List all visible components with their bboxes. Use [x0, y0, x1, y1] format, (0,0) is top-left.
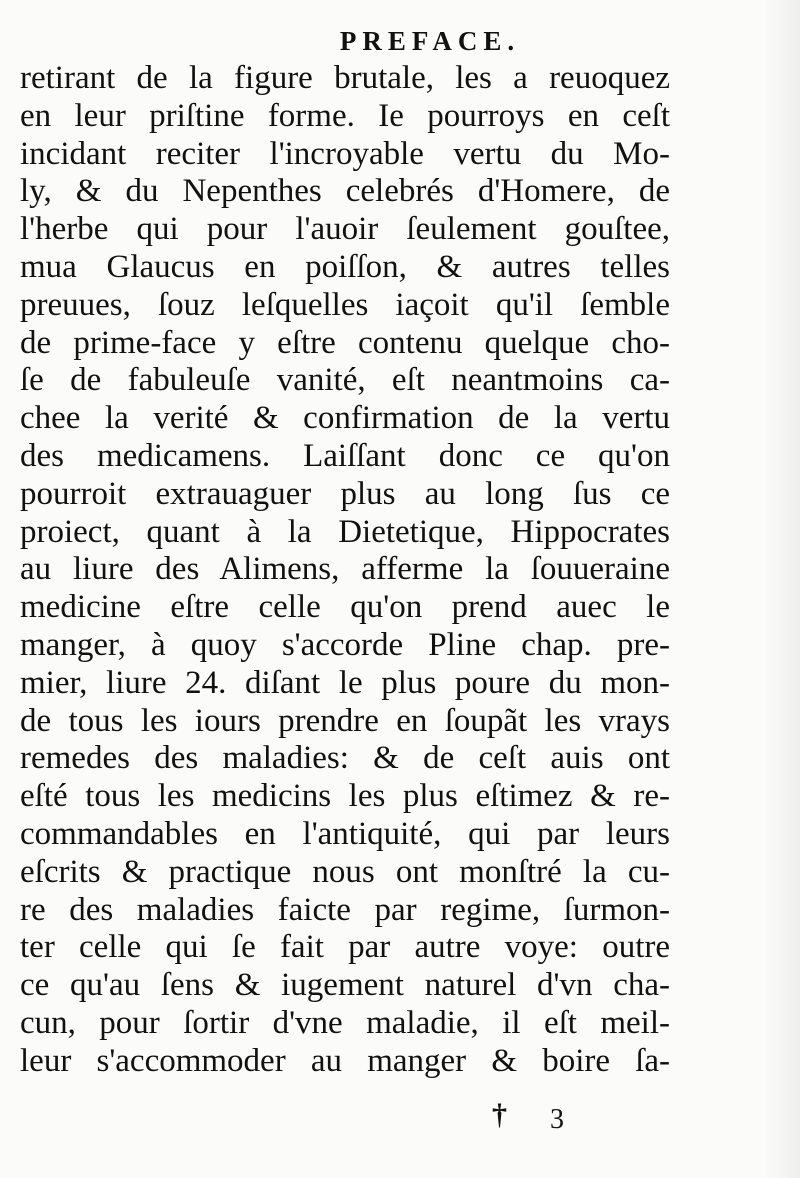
- text-line: ce qu'au ſens & iugement naturel d'vn cha-: [20, 967, 670, 1004]
- text-line: remedes des maladies: & de ceſt auis ont: [20, 740, 670, 777]
- text-line: ter celle qui ſe fait par autre voye: outre: [20, 929, 670, 966]
- text-line: re des maladies faicte par regime, ſurmon-: [20, 891, 670, 928]
- text-line: de prime-face y eſtre contenu quelque cho-: [20, 324, 670, 361]
- text-line: mier, liure 24. diſant le plus poure du mon-: [20, 664, 670, 701]
- text-line: manger, à quoy s'accorde Pline chap. pre-: [20, 626, 670, 663]
- text-line: pourroit extrauaguer plus au long ſus ce: [20, 475, 670, 512]
- page-gutter-shadow: [764, 0, 800, 1178]
- text-line: eſté tous les medicins les plus eſtimez & re-: [20, 778, 670, 815]
- text-line: ly, & du Nepenthes celebrés d'Homere, de: [20, 173, 670, 210]
- text-line: des medicamens. Laiſſant donc ce qu'on: [20, 437, 670, 474]
- text-line: commandables en l'antiquité, qui par leurs: [20, 815, 670, 852]
- text-line: proiect, quant à la Dietetique, Hippocrates: [20, 513, 670, 550]
- text-line: eſcrits & practique nous ont monſtré la cu-: [20, 853, 670, 890]
- folio-number: 3: [550, 1104, 564, 1135]
- text-line: medicine eſtre celle qu'on prend auec le: [20, 589, 670, 626]
- text-line: preuues, ſouz leſquelles iaçoit qu'il ſemble: [20, 286, 670, 323]
- signature-mark: †: [492, 1098, 507, 1131]
- body-text: [20, 60, 670, 1081]
- text-line: ſe de fabuleuſe vanité, eſt neantmoins ca-: [20, 362, 670, 399]
- text-line: de tous les iours prendre en ſoupãt les vrays: [20, 702, 670, 739]
- text-line: incidant reciter l'incroyable vertu du Mo-: [20, 135, 670, 172]
- running-head: [0, 26, 800, 57]
- text-line: en leur priſtine forme. Ie pourroys en ceſt: [20, 97, 670, 134]
- text-line: retirant de la figure brutale, les a reuoquez: [20, 60, 670, 96]
- text-line: au liure des Alimens, afferme la ſouueraine: [20, 551, 670, 588]
- text-line: l'herbe qui pour l'auoir ſeulement gouſtee,: [20, 211, 670, 248]
- text-line: leur s'accommoder au manger & boire ſa-: [20, 1042, 670, 1079]
- text-line: chee la verité & confirmation de la vertu: [20, 400, 670, 437]
- text-line: mua Glaucus en poiſſon, & autres telles: [20, 248, 670, 285]
- text-line: cun, pour ſortir d'vne maladie, il eſt meil-: [20, 1004, 670, 1041]
- running-head-text: PREFACE.: [339, 26, 521, 56]
